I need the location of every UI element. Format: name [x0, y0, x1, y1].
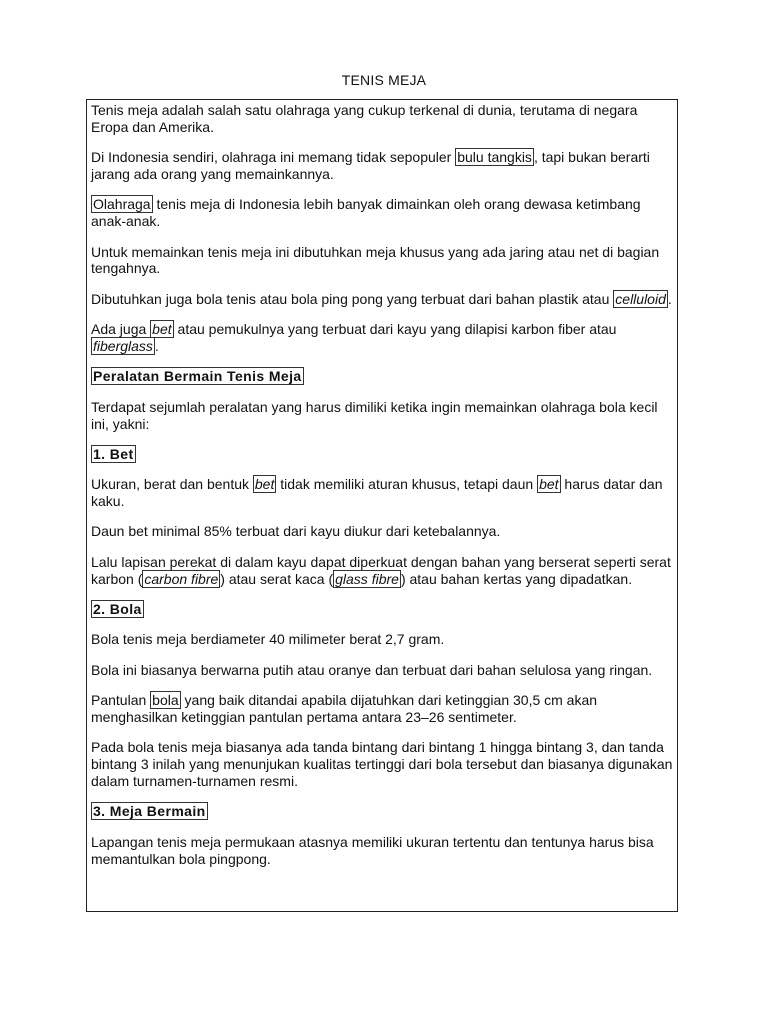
section-heading	[91, 446, 674, 463]
paragraph	[91, 321, 674, 355]
paragraph-text: yang baik ditandai apabila dijatuhkan dari ketinggian 30,5 cm akan menghasilkan ketinggian pantulan pertama antara 23–26 sentimeter.	[91, 692, 598, 726]
paragraph-text: Pantulan	[91, 692, 151, 709]
paragraph	[91, 554, 674, 588]
linked-term[interactable]: glass fibre	[335, 570, 399, 587]
paragraph	[91, 662, 674, 679]
paragraph-text: tidak memiliki aturan khusus, tetapi daun	[276, 476, 538, 493]
paragraph-text: Dibutuhkan juga bola tenis atau bola ping pong yang terbuat dari bahan plastik atau	[91, 290, 614, 307]
paragraph	[91, 196, 674, 230]
paragraph-text: Di Indonesia sendiri, olahraga ini memang tidak sepopuler	[91, 149, 456, 166]
linked-term[interactable]: 3. Meja Bermain	[93, 803, 206, 820]
paragraph-text: , tapi bukan berarti jarang ada orang yang memainkannya.	[91, 149, 650, 182]
paragraph	[91, 523, 674, 540]
paragraph-text: ) atau serat kaca (	[220, 570, 334, 587]
linked-term[interactable]: bola	[152, 692, 179, 709]
paragraph-text: Tenis meja adalah salah satu olahraga yang cukup terkenal di dunia, terutama di negara Eropa dan Amerika.	[91, 102, 638, 135]
paragraph-text: Terdapat sejumlah peralatan yang harus dimiliki ketika ingin memainkan olahraga bola kecil ini, yakni:	[91, 398, 658, 432]
linked-term[interactable]: bulu tangkis	[457, 149, 532, 166]
linked-term[interactable]: bet	[152, 321, 172, 338]
paragraph-text: .	[667, 290, 672, 307]
paragraph-text: atau pemukulnya yang terbuat dari kayu yang dilapisi karbon fiber atau	[173, 321, 617, 338]
linked-term[interactable]: 1. Bet	[93, 445, 134, 462]
paragraph-text: Ada juga	[91, 321, 151, 338]
paragraph-text: Lapangan tenis meja permukaan atasnya memiliki ukuran tertentu dan tentunya harus bisa memantulkan bola pingpong.	[91, 833, 654, 867]
paragraph	[91, 631, 674, 648]
linked-term[interactable]: celluloid	[615, 290, 666, 307]
paragraph	[91, 291, 674, 308]
paragraph	[91, 692, 674, 726]
linked-term[interactable]: Peralatan Bermain Tenis Meja	[93, 368, 302, 385]
paragraph-text: .	[154, 337, 159, 354]
paragraph-text: Bola tenis meja berdiameter 40 milimeter berat 2,7 gram.	[91, 631, 445, 648]
paragraph	[91, 739, 674, 789]
section-heading	[91, 803, 674, 820]
paragraph-text: harus datar dan kaku.	[91, 476, 663, 510]
linked-term[interactable]: Olahraga	[93, 196, 151, 213]
paragraph-text: Lalu lapisan perekat di dalam kayu dapat diperkuat dengan bahan yang berserat seperti serat karbon (	[91, 553, 671, 587]
paragraph	[91, 476, 674, 510]
paragraph-text: Ukuran, berat dan bentuk	[91, 476, 253, 493]
paragraph	[91, 399, 674, 433]
paragraph-text: Pada bola tenis meja biasanya ada tanda bintang dari bintang 1 hingga bintang 3, dan tanda bintang 3 inilah yang menunjukan kualitas tertinggi dari bola tersebut dan biasanya digunakan dalam turnamen-turnamen resmi.	[91, 739, 673, 790]
linked-term[interactable]: carbon fibre	[144, 570, 219, 587]
paragraph-text: ) atau bahan kertas yang dipadatkan.	[400, 570, 633, 587]
paragraph-text: Bola ini biasanya berwarna putih atau oranye dan terbuat dari bahan selulosa yang ringan.	[91, 661, 653, 678]
linked-term[interactable]: 2. Bola	[93, 601, 142, 618]
paragraph	[91, 102, 674, 136]
paragraph-text: tenis meja di Indonesia lebih banyak dimainkan oleh orang dewasa ketimbang anak-anak.	[91, 196, 641, 230]
linked-term[interactable]: bet	[539, 476, 559, 493]
linked-term[interactable]: fiberglass	[93, 337, 153, 354]
section-heading	[91, 368, 674, 385]
section-heading	[91, 601, 674, 618]
document-body	[86, 99, 678, 912]
linked-term[interactable]: bet	[254, 476, 275, 493]
document-title: TENIS MEJA	[341, 72, 427, 88]
paragraph-text: Daun bet minimal 85% terbuat dari kayu diukur dari ketebalannya.	[91, 523, 501, 540]
paragraph	[91, 149, 674, 183]
paragraph-text: Untuk memainkan tenis meja ini dibutuhkan meja khusus yang ada jaring atau net di bagian tengahnya.	[91, 243, 660, 277]
paragraph	[91, 244, 674, 278]
paragraph	[91, 834, 674, 868]
